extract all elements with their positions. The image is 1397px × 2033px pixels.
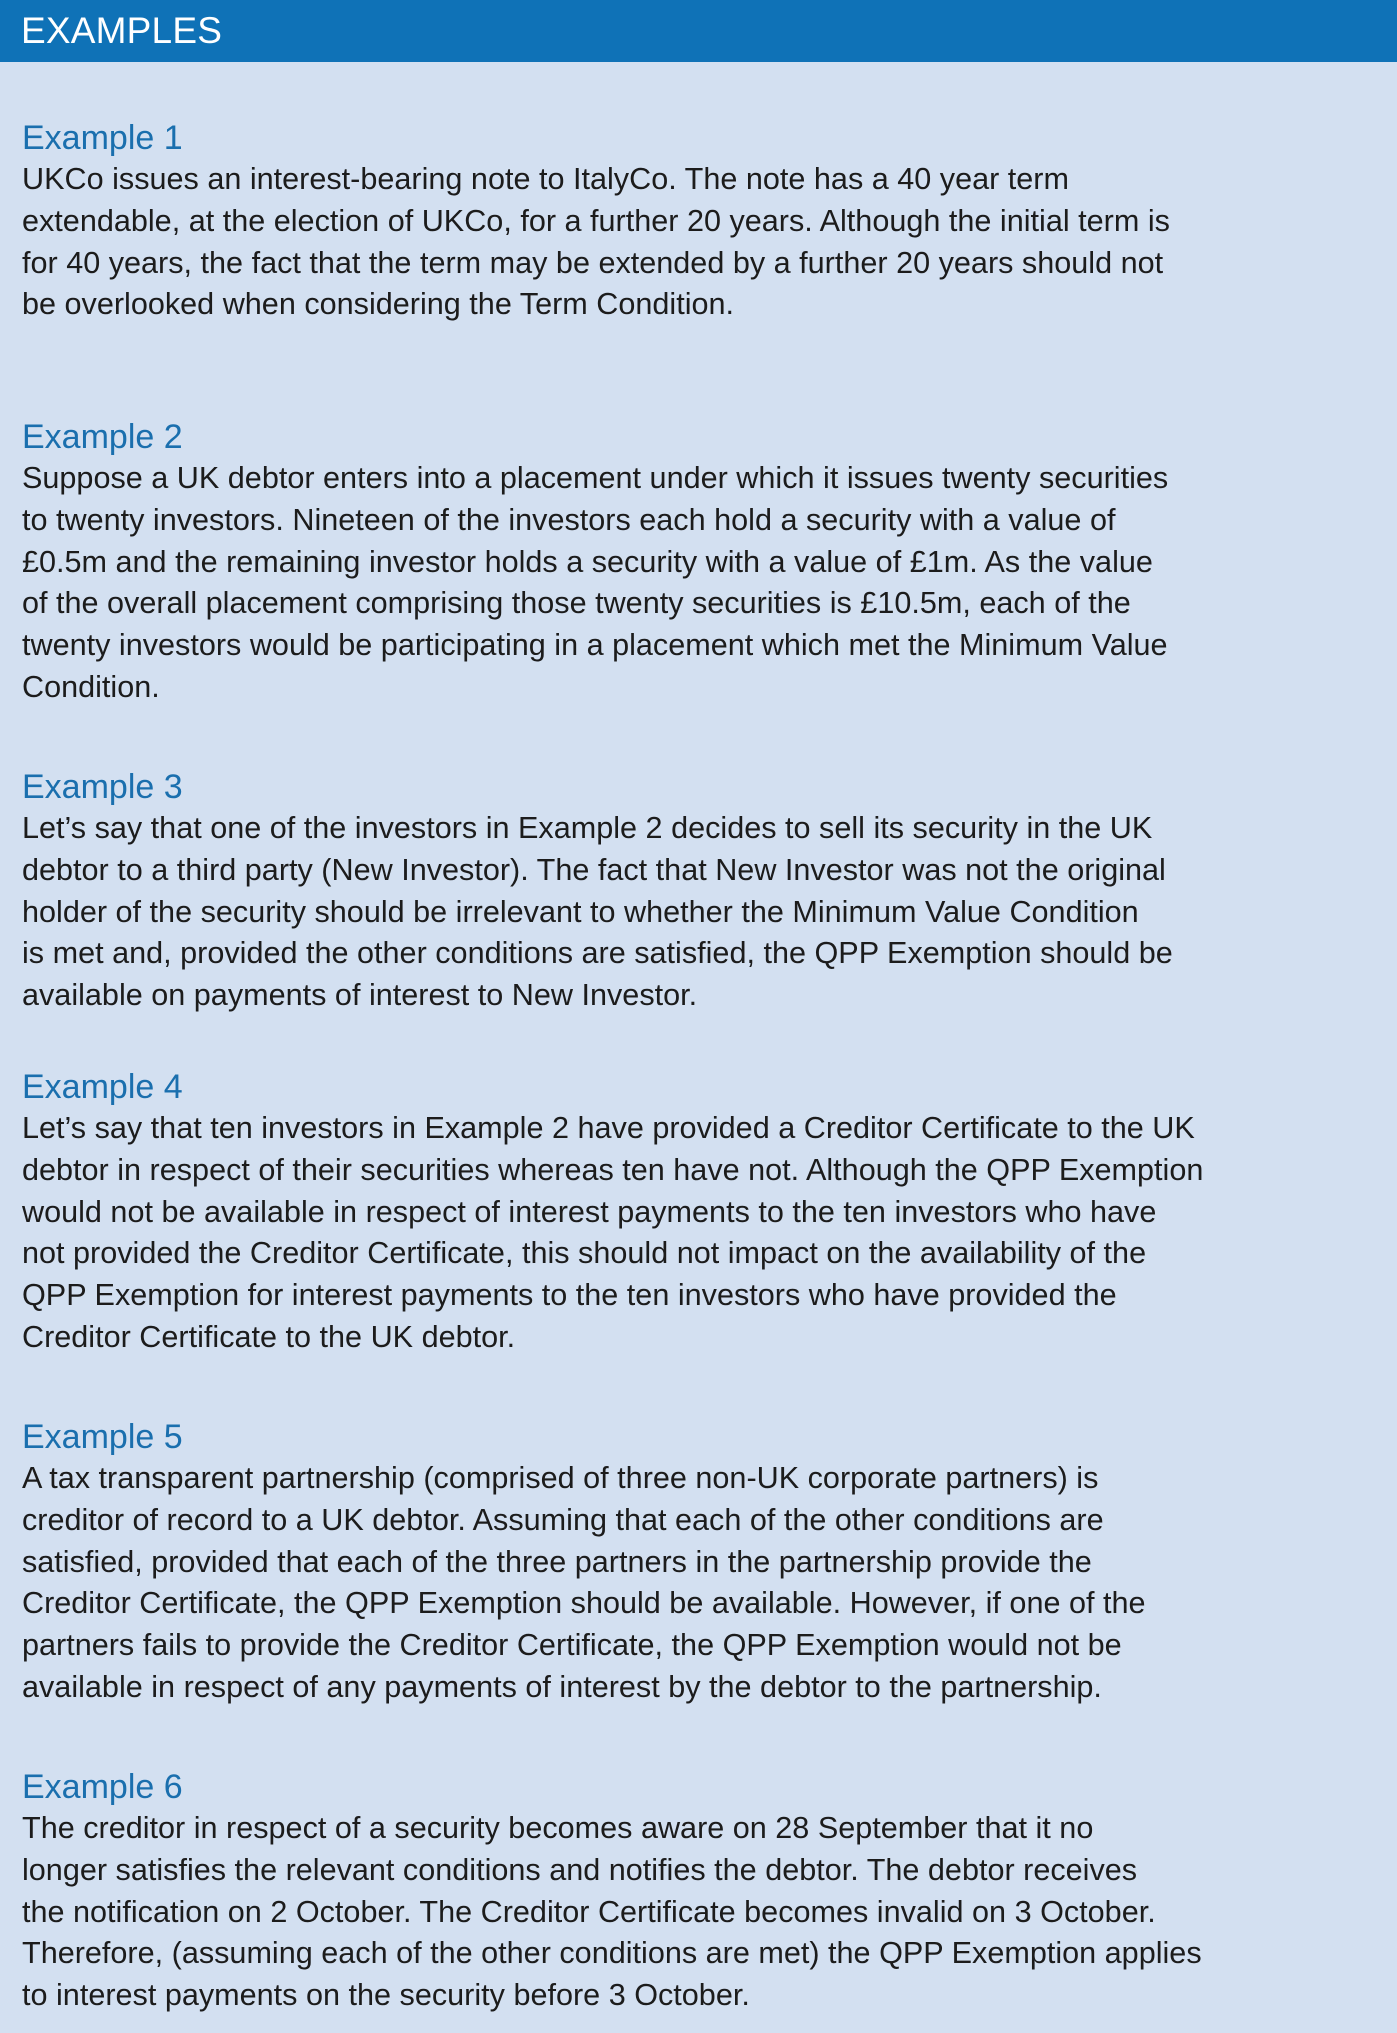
example-5-title: Example 5 <box>22 1418 183 1456</box>
example-3 <box>22 766 1387 1017</box>
example-1-body <box>22 159 1387 326</box>
example-3-line: debtor to a third party (New Investor). The fact that New Investor was not the original <box>22 852 1166 887</box>
example-2-line: to twenty investors. Nineteen of the investors each hold a security with a value of <box>22 502 1116 537</box>
example-5-body <box>22 1458 1387 1709</box>
example-4-line: Let’s say that ten investors in Example 2 have provided a Creditor Certificate to the UK <box>22 1111 1195 1145</box>
example-6-line: the notification on 2 October. The Creditor Certificate becomes invalid on 3 October. <box>22 1894 1156 1929</box>
example-5-line: Creditor Certificate, the QPP Exemption should be available. However, if one of the <box>22 1586 1146 1621</box>
example-2-line: of the overall placement comprising those twenty securities is £10.5m, each of the <box>22 586 1131 621</box>
example-4-line: debtor in respect of their securities whereas ten have not. Although the QPP Exemption <box>22 1152 1204 1187</box>
example-5 <box>22 1416 1387 1709</box>
example-6 <box>22 1766 1387 2017</box>
example-1-line: be overlooked when considering the Term Condition. <box>22 287 735 322</box>
example-5-line: available in respect of any payments of interest by the debtor to the partnership. <box>22 1669 1102 1704</box>
example-3-line: Let’s say that one of the investors in Example 2 decides to sell its security in the UK <box>22 811 1153 845</box>
example-1-line: extendable, at the election of UKCo, for a further 20 years. Although the initial term is <box>22 203 1170 238</box>
example-5-line: A tax transparent partnership (comprised of three non-UK corporate partners) is <box>22 1461 1099 1495</box>
example-4-title: Example 4 <box>22 1068 183 1106</box>
example-2-line: Condition. <box>22 669 160 704</box>
example-3-line: is met and, provided the other conditions are satisfied, the QPP Exemption should be <box>22 936 1173 971</box>
example-5-line: creditor of record to a UK debtor. Assuming that each of the other conditions are <box>22 1502 1104 1537</box>
example-2 <box>22 416 1387 709</box>
example-3-line: available on payments of interest to New Investor. <box>22 978 698 1013</box>
example-2-line: £0.5m and the remaining investor holds a security with a value of £1m. As the value <box>22 544 1153 579</box>
example-2-title: Example 2 <box>22 418 183 456</box>
example-5-line: partners fails to provide the Creditor Certificate, the QPP Exemption would not be <box>22 1628 1122 1663</box>
example-4-line: not provided the Creditor Certificate, this should not impact on the availability of the <box>22 1236 1147 1271</box>
example-1-line: for 40 years, the fact that the term may be extended by a further 20 years should not <box>22 245 1164 280</box>
example-6-title: Example 6 <box>22 1768 183 1806</box>
example-5-line: satisfied, provided that each of the three partners in the partnership provide the <box>22 1544 1092 1579</box>
example-4-line: Creditor Certificate to the UK debtor. <box>22 1319 516 1354</box>
example-4-body <box>22 1108 1387 1359</box>
example-6-line: to interest payments on the security before 3 October. <box>22 1978 750 2013</box>
example-1-line: UKCo issues an interest-bearing note to ItalyCo. The note has a 40 year term <box>22 162 1069 196</box>
example-3-line: holder of the security should be irrelevant to whether the Minimum Value Condition <box>22 894 1139 929</box>
example-3-body <box>22 808 1387 1017</box>
example-4 <box>22 1066 1387 1359</box>
example-2-line: twenty investors would be participating in a placement which met the Minimum Value <box>22 628 1168 663</box>
example-2-line: Suppose a UK debtor enters into a placement under which it issues twenty securities <box>22 461 1169 495</box>
example-4-line: would not be available in respect of interest payments to the ten investors who have <box>22 1194 1157 1229</box>
example-3-title: Example 3 <box>22 768 183 806</box>
example-6-body <box>22 1808 1387 2017</box>
example-6-line: longer satisfies the relevant conditions and notifies the debtor. The debtor receives <box>22 1852 1138 1887</box>
example-2-body <box>22 458 1387 709</box>
example-1-title: Example 1 <box>22 119 183 157</box>
example-4-line: QPP Exemption for interest payments to the ten investors who have provided the <box>22 1278 1117 1313</box>
example-6-line: The creditor in respect of a security becomes aware on 28 September that it no <box>22 1811 1094 1845</box>
examples-header-title: EXAMPLES <box>21 10 223 51</box>
example-1 <box>22 117 1387 326</box>
example-6-line: Therefore, (assuming each of the other conditions are met) the QPP Exemption applies <box>22 1936 1202 1971</box>
examples-header-bar <box>0 0 1397 62</box>
